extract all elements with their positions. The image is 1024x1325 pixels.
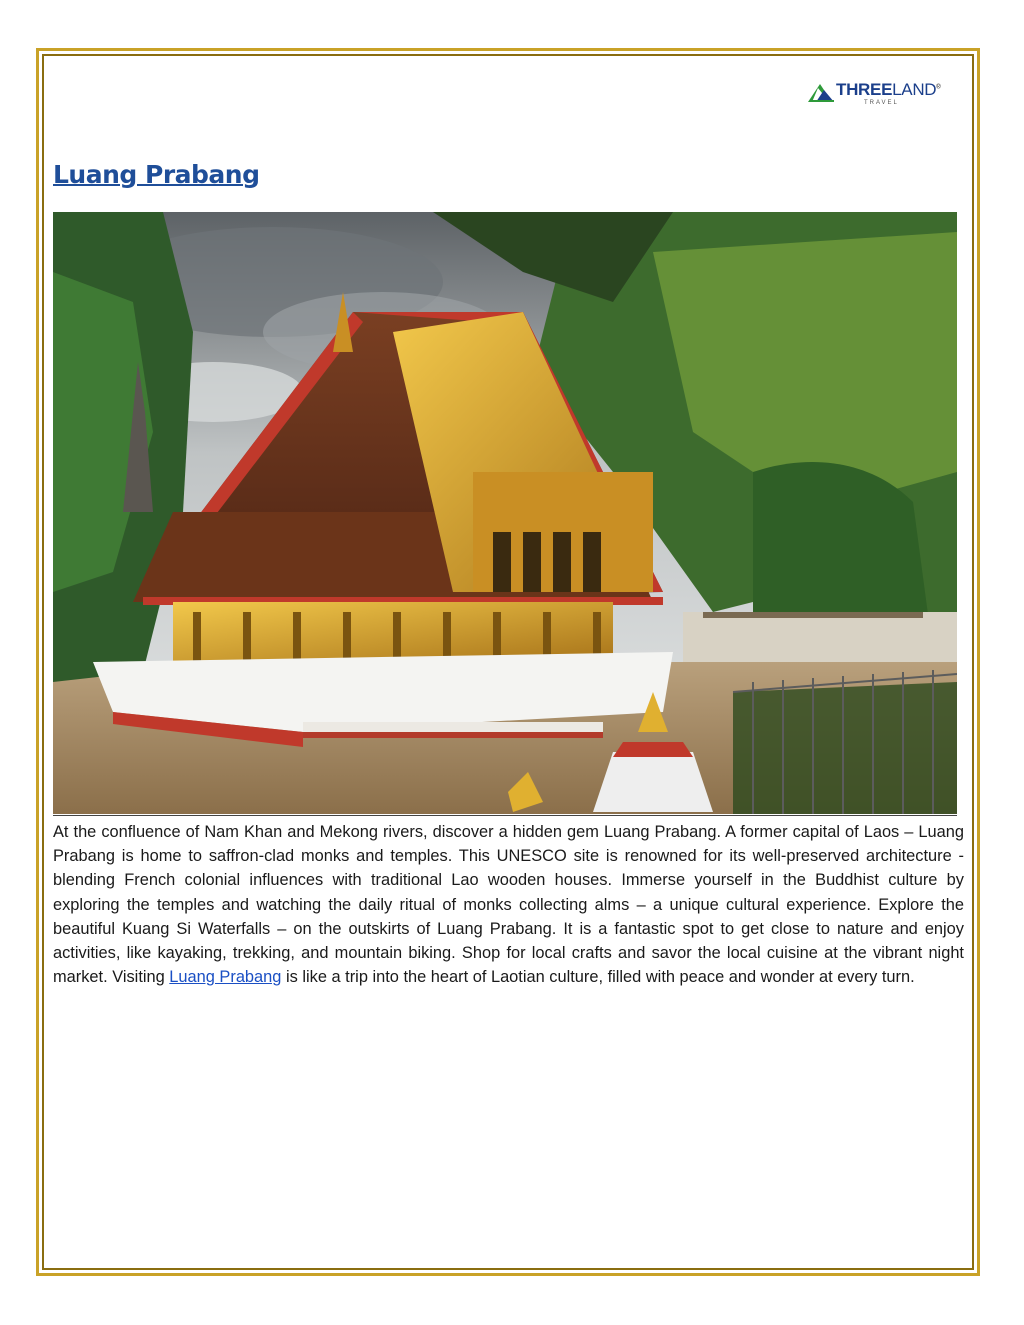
paragraph-text-after-link: is like a trip into the heart of Laotian culture, filled with peace and wonder at every turn. [281,968,915,987]
temple-photo [53,212,957,814]
logo-brand-bold: THREE [836,80,893,99]
logo-wordmark [836,80,940,100]
photo-divider [53,815,957,816]
description-paragraph [53,820,964,989]
logo-registered-mark: ® [936,84,941,91]
logo-brand-light: LAND [892,80,937,99]
paragraph-text-before-link: At the confluence of Nam Khan and Mekong rivers, discover a hidden gem Luang Prabang. A former capital of Laos – Luang Prabang is home to saffron-clad monks and temples. This UNESCO site is renowned for its well-preserved architecture - blending French colonial influences with traditional Lao wooden houses. Immerse yourself in the Buddhist culture by exploring the temples and watching the daily ritual of monks collecting alms – a unique cultural experience. Explore the beautiful Kuang Si Waterfalls – on the outskirts of Luang Prabang. It is a fantastic spot to get close to nature and enjoy activities, like kayaking, trekking, and mountain biking. Shop for local crafts and savor the local cuisine at the vibrant night market. Visiting [53,823,964,987]
temple-photo-icon [53,212,957,814]
luang-prabang-link[interactable]: Luang Prabang [169,968,282,987]
logo-tagline: TRAVEL [864,100,899,106]
page-title: Luang Prabang [53,160,260,189]
threeland-logo[interactable] [808,78,948,110]
mountain-logo-icon [808,82,836,104]
